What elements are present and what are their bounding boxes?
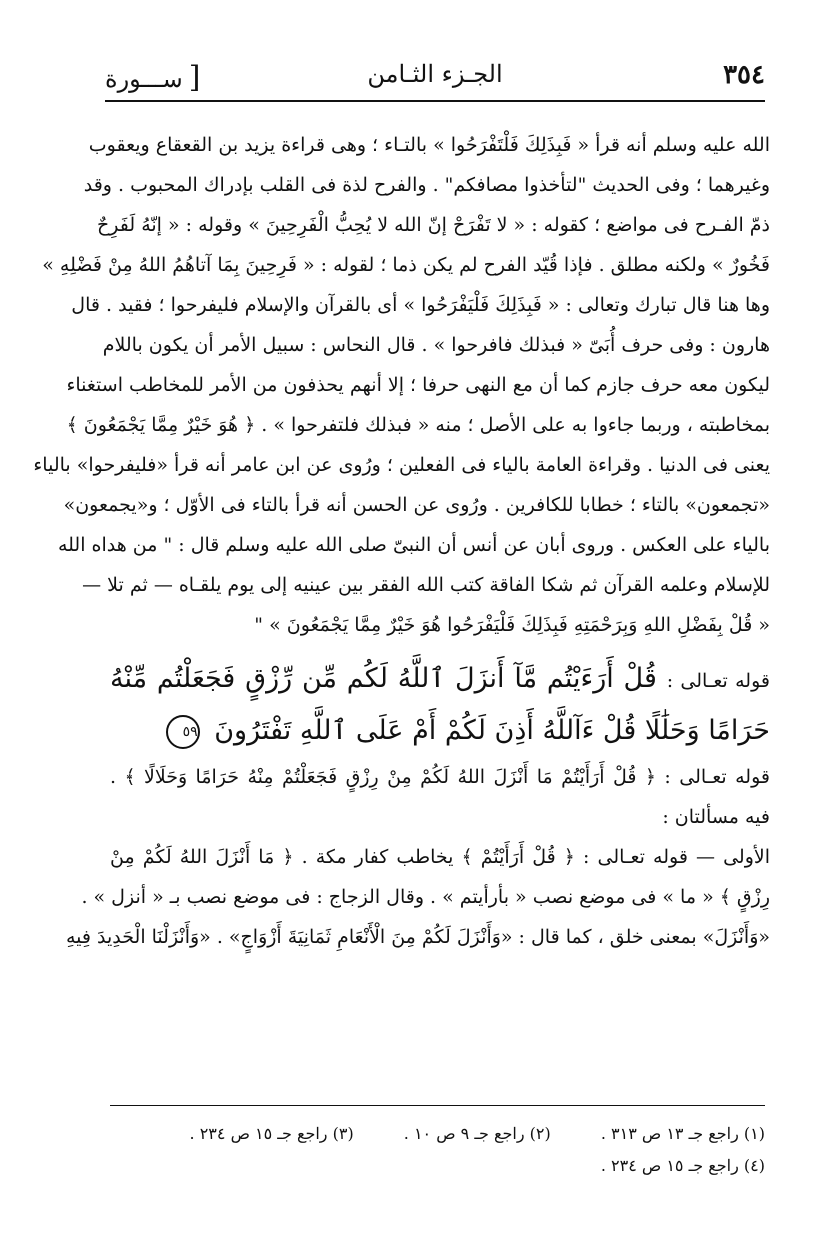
header-bracket: [ [188, 60, 201, 95]
text-line: للإسلام وعلمه القرآن ثم شكا الفاقة كتب الله الفقر بين عينيه إلى يوم يلقـاه — ثم تلا — [82, 574, 770, 596]
footnote-3: (٣) راجع جـ ١٥ ص ٢٣٤ . [189, 1124, 354, 1143]
text-line: يعنى فى الدنيا . وقراءة العامة بالياء فى الفعلين ؛ ورُوى عن ابن عامر أنه قرأ «فليفرحوا» بالياء [33, 454, 770, 476]
text-line: بالياء على العكس . وروى أبان عن أنس أن النبىّ صلى الله عليه وسلم قال : " من هداه الله [57, 534, 770, 556]
verse-line [110, 705, 770, 757]
text-line: ليكون معه حرف جازم كما أن مع النهى حرفا ؛ إلا أنهم يحذفون من الأمر للمخاطب استغناء [66, 374, 770, 396]
page-number: ٣٥٤ [723, 60, 765, 90]
text-line: ذمّ الفـرح فى مواضع ؛ كقوله : « لا تَفْرَحْ إنّ الله لا يُحِبُّ الْفَرِحِينَ » وقوله : « إنّهُ لَفَرِحٌ [97, 214, 770, 236]
footnote-1: (١) راجع جـ ١٣ ص ٣١٣ . [600, 1124, 765, 1143]
part-title: الجـزء الثـامن [367, 60, 503, 88]
verse-line [110, 653, 770, 705]
quran-verse [110, 653, 770, 757]
ayah-number-marker: ٥٩ [166, 715, 200, 749]
text-line: وغيرهما ؛ وفى الحديث "لتأخذوا مصافكم" . والفرح لذة فى القلب بإدراك المحبوب . وقد [83, 174, 770, 196]
surah-label: ســـورة [105, 65, 183, 93]
page-body [33, 125, 770, 957]
text-line: هارون : وفى حرف أُبَىّ « فبذلك فافرحوا » . قال النحاس : سبيل الأمر أن يكون باللام [102, 334, 770, 356]
page-header [105, 58, 765, 98]
text-line: رِزْقٍ ﴾ « ما » فى موضع نصب « بأرأيتم » . وقال الزجاج : فى موضع نصب بـ « أنزل » . [81, 886, 770, 908]
text-line: فيه مسألتان : [662, 806, 770, 828]
surah-label-group [105, 60, 200, 95]
header-rule [105, 100, 765, 102]
text-line: «وَأَنْزَلَ» بمعنى خلق ، كما قال : «وَأَنْزَلَ لَكُمْ مِنَ الْأَنْعَامِ ثَمَانِيَةَ أَزْوَاجٍ» . «وَأَنْزَلْنَا الْحَدِيدَ فِيهِ [65, 926, 770, 948]
verse-intro: قوله تعـالى : [666, 670, 770, 692]
verse-text: حَرَامًا وَحَلَٰلًا قُلْ ءَآللَّهُ أَذِنَ لَكُمْ أَمْ عَلَى ٱللَّهِ تَفْتَرُونَ [214, 715, 770, 746]
footnote-2: (٢) راجع جـ ٩ ص ١٠ . [403, 1124, 551, 1143]
text-line: فَخُورٌ » ولكنه مطلق . فإذا قُيّد الفرح لم يكن ذما ؛ لقوله : « فَرِحِينَ بِمَا آتاهُمُ اللهُ مِنْ فَضْلِهِ » [42, 254, 770, 276]
text-line: بمخاطبته ، وربما جاءوا به على الأصل ؛ منه « فبذلك فلتفرحوا » . ﴿ هُوَ خَيْرٌ مِمَّا يَجْمَعُونَ ﴾ [66, 414, 770, 436]
text-line: وها هنا قال تبارك وتعالى : « فَبِذَلِكَ فَلْيَفْرَحُوا » أى بالقرآن والإسلام فليفرحوا ؛ فقيد . قال [71, 294, 770, 316]
text-line: «تجمعون» بالتاء ؛ خطابا للكافرين . ورُوى عن الحسن أنه قرأ بالتاء فى الأوّل ؛ و«يجمعون» [63, 494, 770, 516]
text-line: الأولى — قوله تعـالى : ﴿ قُلْ أَرَأَيْتُمْ ﴾ يخاطب كفار مكة . ﴿ مَا أَنْزَلَ اللهُ لَكُمْ مِنْ [110, 846, 770, 868]
footnotes [110, 1105, 765, 1182]
text-line: الله عليه وسلم أنه قرأ « فَبِذَلِكَ فَلْتَفْرَحُوا » بالتـاء ؛ وهى قراءة يزيد بن القعقاع ويعقوب [88, 134, 770, 156]
footnote-line [110, 1118, 765, 1150]
text-line: « قُلْ بِفَضْلِ اللهِ وَبِرَحْمَتِهِ فَبِذَلِكَ فَلْيَفْرَحُوا هُوَ خَيْرٌ مِمَّا يَجْمَعُونَ » " [254, 614, 770, 636]
verse-text: قُلْ أَرَءَيْتُم مَّآ أَنزَلَ ٱللَّهُ لَكُم مِّن رِّزْقٍ فَجَعَلْتُم مِّنْهُ [110, 663, 657, 694]
text-line: قوله تعـالى : ﴿ قُلْ أَرَأَيْتُمْ مَا أَنْزَلَ اللهُ لَكُمْ مِنْ رِزْقٍ فَجَعَلْتُمْ مِنْهُ حَرَامًا وَحَلَالًا ﴾ . [110, 766, 770, 788]
footnote-4: (٤) راجع جـ ١٥ ص ٢٣٤ . [600, 1156, 765, 1175]
footnote-line [110, 1150, 765, 1182]
